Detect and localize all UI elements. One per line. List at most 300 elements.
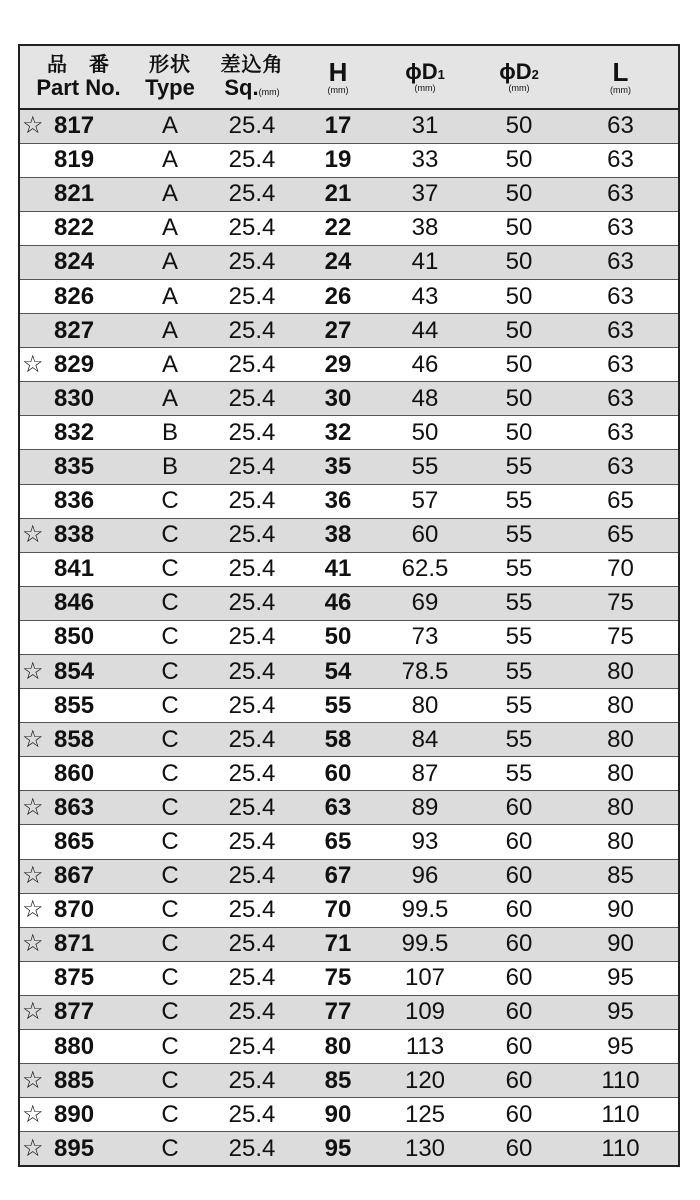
type-cell: A	[137, 382, 203, 416]
header-d2-unit: (mm)	[508, 83, 530, 93]
star-icon: ☆	[22, 725, 44, 753]
square-drive-cell: 25.4	[203, 177, 301, 211]
type-cell: C	[137, 1132, 203, 1166]
type-cell: C	[137, 757, 203, 791]
l-cell: 63	[563, 314, 679, 348]
part-number: 865	[54, 828, 95, 856]
h-cell: 21	[301, 177, 375, 211]
part-number: 890	[54, 1100, 95, 1128]
table-row	[19, 552, 679, 586]
l-cell: 75	[563, 620, 679, 654]
part-number: 835	[54, 452, 95, 480]
square-drive-cell: 25.4	[203, 893, 301, 927]
h-cell: 19	[301, 143, 375, 177]
square-drive-cell: 25.4	[203, 279, 301, 313]
table-row	[19, 450, 679, 484]
square-drive-cell: 25.4	[203, 1030, 301, 1064]
d1-cell: 46	[375, 348, 475, 382]
table-row	[19, 348, 679, 382]
header-sq-unit: (mm)	[258, 87, 280, 97]
part-no-cell	[19, 382, 137, 416]
l-cell: 110	[563, 1064, 679, 1098]
part-no-cell	[19, 109, 137, 143]
header-type	[137, 45, 203, 109]
part-number: 860	[54, 759, 95, 787]
d1-cell: 96	[375, 859, 475, 893]
star-icon: ☆	[22, 896, 44, 924]
header-square-drive	[203, 45, 301, 109]
d2-cell: 60	[475, 791, 563, 825]
square-drive-cell: 25.4	[203, 143, 301, 177]
d2-cell: 55	[475, 757, 563, 791]
table-row	[19, 211, 679, 245]
d2-cell: 60	[475, 961, 563, 995]
l-cell: 63	[563, 416, 679, 450]
type-cell: C	[137, 859, 203, 893]
d1-cell: 57	[375, 484, 475, 518]
d2-cell: 50	[475, 279, 563, 313]
table-row	[19, 620, 679, 654]
square-drive-cell: 25.4	[203, 995, 301, 1029]
part-no-cell	[19, 791, 137, 825]
l-cell: 95	[563, 961, 679, 995]
header-d1-symbol: ɸ	[405, 59, 422, 84]
d1-cell: 99.5	[375, 927, 475, 961]
part-number: 830	[54, 384, 95, 412]
header-h-label: H	[328, 57, 348, 87]
part-number: 827	[54, 316, 95, 344]
type-cell: A	[137, 109, 203, 143]
d1-cell: 48	[375, 382, 475, 416]
part-number: 877	[54, 998, 95, 1026]
table-row	[19, 1030, 679, 1064]
d2-cell: 55	[475, 552, 563, 586]
header-d2-label: D	[515, 59, 532, 84]
table-row	[19, 689, 679, 723]
part-number: 854	[54, 657, 95, 685]
part-no-cell	[19, 348, 137, 382]
square-drive-cell: 25.4	[203, 757, 301, 791]
table-row	[19, 586, 679, 620]
l-cell: 63	[563, 211, 679, 245]
table-row	[19, 859, 679, 893]
l-cell: 110	[563, 1098, 679, 1132]
square-drive-cell: 25.4	[203, 1098, 301, 1132]
square-drive-cell: 25.4	[203, 314, 301, 348]
type-cell: A	[137, 245, 203, 279]
l-cell: 80	[563, 723, 679, 757]
d2-cell: 50	[475, 211, 563, 245]
d1-cell: 41	[375, 245, 475, 279]
type-cell: C	[137, 586, 203, 620]
l-cell: 110	[563, 1132, 679, 1166]
d1-cell: 60	[375, 518, 475, 552]
table-row	[19, 1132, 679, 1166]
type-cell: C	[137, 552, 203, 586]
d2-cell: 60	[475, 1132, 563, 1166]
part-number: 841	[54, 555, 95, 583]
header-l-label: L	[612, 57, 629, 87]
d2-cell: 55	[475, 655, 563, 689]
d1-cell: 84	[375, 723, 475, 757]
h-cell: 36	[301, 484, 375, 518]
d1-cell: 55	[375, 450, 475, 484]
header-type-jp: 形状	[149, 54, 191, 76]
star-icon: ☆	[22, 1066, 44, 1094]
square-drive-cell: 25.4	[203, 348, 301, 382]
type-cell: A	[137, 348, 203, 382]
part-no-cell	[19, 757, 137, 791]
d2-cell: 55	[475, 620, 563, 654]
d2-cell: 55	[475, 450, 563, 484]
l-cell: 63	[563, 177, 679, 211]
header-type-en: Type	[145, 75, 195, 100]
h-cell: 27	[301, 314, 375, 348]
square-drive-cell: 25.4	[203, 484, 301, 518]
d2-cell: 50	[475, 109, 563, 143]
h-cell: 55	[301, 689, 375, 723]
part-number: 875	[54, 964, 95, 992]
star-icon: ☆	[22, 112, 44, 140]
part-no-cell	[19, 143, 137, 177]
table-row	[19, 1098, 679, 1132]
table-row	[19, 177, 679, 211]
type-cell: C	[137, 620, 203, 654]
header-row	[19, 45, 679, 109]
l-cell: 70	[563, 552, 679, 586]
type-cell: C	[137, 1030, 203, 1064]
part-no-cell	[19, 279, 137, 313]
type-cell: C	[137, 689, 203, 723]
h-cell: 60	[301, 757, 375, 791]
header-l	[563, 45, 679, 109]
part-number: 895	[54, 1134, 95, 1162]
header-d2-sub: 2	[531, 67, 539, 82]
table-row	[19, 382, 679, 416]
part-number: 826	[54, 282, 95, 310]
d2-cell: 60	[475, 1030, 563, 1064]
d2-cell: 60	[475, 1064, 563, 1098]
part-number: 817	[54, 112, 95, 140]
part-number: 822	[54, 214, 95, 242]
h-cell: 22	[301, 211, 375, 245]
header-d2	[475, 45, 563, 109]
part-number: 824	[54, 248, 95, 276]
d2-cell: 55	[475, 689, 563, 723]
table-row	[19, 1064, 679, 1098]
type-cell: C	[137, 1064, 203, 1098]
part-number: 885	[54, 1066, 95, 1094]
h-cell: 58	[301, 723, 375, 757]
part-no-cell	[19, 1064, 137, 1098]
h-cell: 63	[301, 791, 375, 825]
l-cell: 85	[563, 859, 679, 893]
part-number: 870	[54, 896, 95, 924]
d1-cell: 44	[375, 314, 475, 348]
table-row	[19, 314, 679, 348]
part-no-cell	[19, 620, 137, 654]
header-d1-unit: (mm)	[414, 83, 436, 93]
d2-cell: 60	[475, 1098, 563, 1132]
square-drive-cell: 25.4	[203, 859, 301, 893]
d2-cell: 50	[475, 416, 563, 450]
d1-cell: 73	[375, 620, 475, 654]
part-no-cell	[19, 1030, 137, 1064]
table-row	[19, 484, 679, 518]
h-cell: 77	[301, 995, 375, 1029]
type-cell: B	[137, 450, 203, 484]
d1-cell: 87	[375, 757, 475, 791]
square-drive-cell: 25.4	[203, 450, 301, 484]
d1-cell: 130	[375, 1132, 475, 1166]
h-cell: 67	[301, 859, 375, 893]
d1-cell: 89	[375, 791, 475, 825]
h-cell: 35	[301, 450, 375, 484]
h-cell: 32	[301, 416, 375, 450]
square-drive-cell: 25.4	[203, 552, 301, 586]
star-icon: ☆	[22, 998, 44, 1026]
square-drive-cell: 25.4	[203, 416, 301, 450]
table-row	[19, 518, 679, 552]
l-cell: 63	[563, 382, 679, 416]
part-no-cell	[19, 177, 137, 211]
table-row	[19, 893, 679, 927]
table-row	[19, 927, 679, 961]
d2-cell: 55	[475, 586, 563, 620]
part-no-cell	[19, 450, 137, 484]
part-no-cell	[19, 1132, 137, 1166]
part-no-cell	[19, 859, 137, 893]
star-icon: ☆	[22, 1134, 44, 1162]
d1-cell: 33	[375, 143, 475, 177]
h-cell: 75	[301, 961, 375, 995]
h-cell: 17	[301, 109, 375, 143]
type-cell: A	[137, 177, 203, 211]
l-cell: 80	[563, 689, 679, 723]
part-no-cell	[19, 484, 137, 518]
part-no-cell	[19, 416, 137, 450]
part-no-cell	[19, 1098, 137, 1132]
l-cell: 95	[563, 995, 679, 1029]
part-number: 880	[54, 1032, 95, 1060]
part-no-cell	[19, 995, 137, 1029]
h-cell: 54	[301, 655, 375, 689]
type-cell: A	[137, 279, 203, 313]
h-cell: 41	[301, 552, 375, 586]
part-no-cell	[19, 689, 137, 723]
l-cell: 95	[563, 1030, 679, 1064]
h-cell: 24	[301, 245, 375, 279]
header-part-no	[19, 45, 137, 109]
square-drive-cell: 25.4	[203, 961, 301, 995]
type-cell: A	[137, 143, 203, 177]
star-icon: ☆	[22, 862, 44, 890]
l-cell: 65	[563, 484, 679, 518]
part-number: 846	[54, 589, 95, 617]
d2-cell: 60	[475, 927, 563, 961]
l-cell: 63	[563, 245, 679, 279]
table-row	[19, 825, 679, 859]
h-cell: 29	[301, 348, 375, 382]
h-cell: 38	[301, 518, 375, 552]
table-row	[19, 279, 679, 313]
d1-cell: 50	[375, 416, 475, 450]
header-h-unit: (mm)	[327, 85, 349, 95]
h-cell: 46	[301, 586, 375, 620]
h-cell: 70	[301, 893, 375, 927]
part-no-cell	[19, 961, 137, 995]
d2-cell: 50	[475, 177, 563, 211]
part-number: 871	[54, 930, 95, 958]
star-icon: ☆	[22, 521, 44, 549]
square-drive-cell: 25.4	[203, 825, 301, 859]
table-row	[19, 791, 679, 825]
square-drive-cell: 25.4	[203, 791, 301, 825]
h-cell: 71	[301, 927, 375, 961]
part-no-cell	[19, 245, 137, 279]
d2-cell: 60	[475, 893, 563, 927]
l-cell: 65	[563, 518, 679, 552]
d1-cell: 31	[375, 109, 475, 143]
h-cell: 85	[301, 1064, 375, 1098]
part-no-cell	[19, 211, 137, 245]
type-cell: C	[137, 1098, 203, 1132]
d2-cell: 55	[475, 484, 563, 518]
part-no-cell	[19, 893, 137, 927]
table-row	[19, 723, 679, 757]
square-drive-cell: 25.4	[203, 1064, 301, 1098]
table-row	[19, 143, 679, 177]
square-drive-cell: 25.4	[203, 586, 301, 620]
square-drive-cell: 25.4	[203, 927, 301, 961]
part-number: 863	[54, 793, 95, 821]
h-cell: 65	[301, 825, 375, 859]
part-no-cell	[19, 825, 137, 859]
part-number: 819	[54, 146, 95, 174]
header-d1	[375, 45, 475, 109]
header-part-jp: 品 番	[47, 54, 110, 76]
h-cell: 95	[301, 1132, 375, 1166]
table-row	[19, 961, 679, 995]
header-sq-jp: 差込角	[220, 54, 284, 76]
part-no-cell	[19, 655, 137, 689]
d1-cell: 62.5	[375, 552, 475, 586]
type-cell: B	[137, 416, 203, 450]
d1-cell: 69	[375, 586, 475, 620]
l-cell: 63	[563, 450, 679, 484]
d1-cell: 43	[375, 279, 475, 313]
header-d1-sub: 1	[437, 67, 445, 82]
part-no-cell	[19, 927, 137, 961]
type-cell: C	[137, 893, 203, 927]
type-cell: C	[137, 825, 203, 859]
square-drive-cell: 25.4	[203, 382, 301, 416]
d1-cell: 99.5	[375, 893, 475, 927]
header-l-unit: (mm)	[610, 85, 631, 95]
h-cell: 90	[301, 1098, 375, 1132]
part-number: 858	[54, 725, 95, 753]
square-drive-cell: 25.4	[203, 1132, 301, 1166]
h-cell: 80	[301, 1030, 375, 1064]
d1-cell: 78.5	[375, 655, 475, 689]
l-cell: 63	[563, 348, 679, 382]
part-number: 836	[54, 487, 95, 515]
type-cell: C	[137, 723, 203, 757]
l-cell: 63	[563, 109, 679, 143]
d1-cell: 80	[375, 689, 475, 723]
table-header	[19, 45, 679, 109]
l-cell: 80	[563, 655, 679, 689]
type-cell: A	[137, 314, 203, 348]
star-icon: ☆	[22, 657, 44, 685]
square-drive-cell: 25.4	[203, 518, 301, 552]
l-cell: 90	[563, 893, 679, 927]
star-icon: ☆	[22, 930, 44, 958]
part-no-cell	[19, 314, 137, 348]
part-no-cell	[19, 552, 137, 586]
part-number: 832	[54, 418, 95, 446]
header-d1-label: D	[421, 59, 438, 84]
table-row	[19, 109, 679, 143]
part-number: 850	[54, 623, 95, 651]
header-d2-symbol: ɸ	[499, 59, 516, 84]
d2-cell: 50	[475, 348, 563, 382]
square-drive-cell: 25.4	[203, 245, 301, 279]
part-number: 867	[54, 862, 95, 890]
l-cell: 75	[563, 586, 679, 620]
part-no-cell	[19, 723, 137, 757]
l-cell: 90	[563, 927, 679, 961]
d2-cell: 60	[475, 825, 563, 859]
type-cell: C	[137, 961, 203, 995]
part-no-cell	[19, 518, 137, 552]
d1-cell: 38	[375, 211, 475, 245]
d1-cell: 37	[375, 177, 475, 211]
star-icon: ☆	[22, 1100, 44, 1128]
type-cell: C	[137, 484, 203, 518]
d2-cell: 55	[475, 723, 563, 757]
d1-cell: 113	[375, 1030, 475, 1064]
star-icon: ☆	[22, 793, 44, 821]
square-drive-cell: 25.4	[203, 109, 301, 143]
part-number: 838	[54, 521, 95, 549]
type-cell: C	[137, 791, 203, 825]
d2-cell: 55	[475, 518, 563, 552]
l-cell: 63	[563, 279, 679, 313]
square-drive-cell: 25.4	[203, 689, 301, 723]
d1-cell: 107	[375, 961, 475, 995]
type-cell: C	[137, 927, 203, 961]
l-cell: 80	[563, 757, 679, 791]
header-sq-en: Sq.	[224, 75, 259, 100]
table-row	[19, 245, 679, 279]
d1-cell: 120	[375, 1064, 475, 1098]
d1-cell: 93	[375, 825, 475, 859]
type-cell: C	[137, 995, 203, 1029]
d1-cell: 125	[375, 1098, 475, 1132]
part-no-cell	[19, 586, 137, 620]
table-body	[19, 109, 679, 1166]
part-number: 829	[54, 350, 95, 378]
h-cell: 50	[301, 620, 375, 654]
square-drive-cell: 25.4	[203, 655, 301, 689]
d2-cell: 50	[475, 143, 563, 177]
table-row	[19, 757, 679, 791]
square-drive-cell: 25.4	[203, 620, 301, 654]
type-cell: A	[137, 211, 203, 245]
d2-cell: 60	[475, 995, 563, 1029]
h-cell: 30	[301, 382, 375, 416]
